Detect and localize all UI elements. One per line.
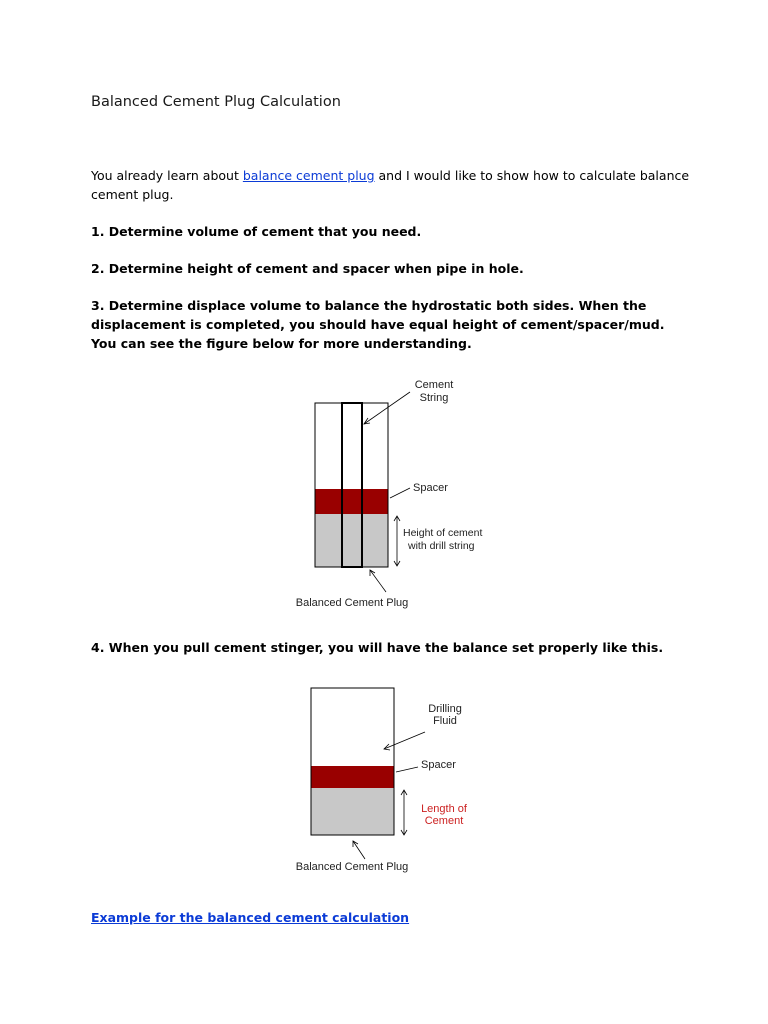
label-fluid-1: Drilling xyxy=(428,703,462,715)
figure-cement-plug-with-string xyxy=(0,370,768,620)
example-calculation-link[interactable]: Example for the balanced cement calculation xyxy=(91,910,410,925)
spacer-arrow xyxy=(390,488,410,498)
figure2-caption: Balanced Cement Plug xyxy=(295,861,409,873)
cement-zone xyxy=(315,514,388,567)
figure2-svg xyxy=(0,680,768,880)
cement-zone-2 xyxy=(311,788,394,835)
caption-arrow-2 xyxy=(353,841,365,859)
label-spacer: Spacer xyxy=(413,482,448,494)
caption-arrow xyxy=(370,570,386,592)
intro-paragraph xyxy=(91,166,691,204)
intro-text-before: You already learn about xyxy=(91,168,243,183)
label-length-1: Length of xyxy=(421,803,467,815)
figure1-svg xyxy=(0,370,768,620)
spacer-zone xyxy=(315,489,388,514)
page-title: Balanced Cement Plug Calculation xyxy=(91,94,341,110)
label-spacer-2: Spacer xyxy=(421,759,456,771)
spacer-arrow-2 xyxy=(396,767,418,772)
figure1-caption: Balanced Cement Plug xyxy=(295,597,409,609)
label-height-2: with drill string xyxy=(408,540,475,552)
step-2: 2. Determine height of cement and spacer when pipe in hole. xyxy=(91,261,524,276)
label-fluid-2: Fluid xyxy=(433,715,457,727)
label-cement-string-1: Cement xyxy=(414,379,454,391)
figure-balanced-plug xyxy=(0,680,768,880)
step-1: 1. Determine volume of cement that you need. xyxy=(91,224,422,239)
balance-cement-plug-link[interactable]: balance cement plug xyxy=(242,168,375,183)
step-3: 3. Determine displace volume to balance the hydrostatic both sides. When the displacement is completed, you should have equal height of cement/spacer/mud. You can see the figure below for more understanding. xyxy=(91,298,665,351)
label-length-2: Cement xyxy=(424,815,464,827)
label-cement-string-2: String xyxy=(419,392,449,404)
spacer-zone-2 xyxy=(311,766,394,788)
step-4: 4. When you pull cement stinger, you will have the balance set properly like this. xyxy=(91,640,664,655)
label-height-1: Height of cement xyxy=(403,527,483,539)
intro-text-after: and I would like to show how to calculate balance cement plug. xyxy=(91,168,690,202)
